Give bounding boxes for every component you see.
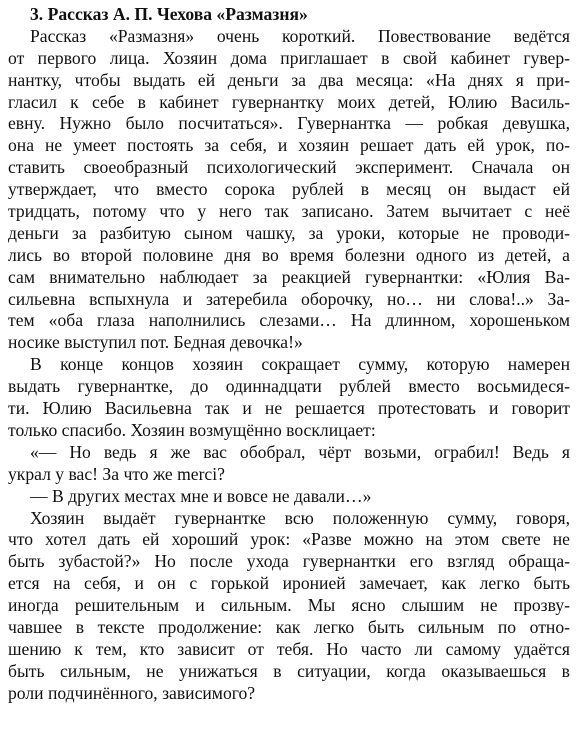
text-line: украл у вас! За что же merci? (8, 463, 225, 484)
text-line: ется на себя, и он с горькой иронией замечает, как легко быть (8, 573, 570, 594)
text-line: сильевна вспыхнула и затеребила оборочку, но… ни слова!..» За- (8, 288, 570, 309)
section-heading: 3. Рассказ А. П. Чехова «Размазня» (30, 4, 308, 24)
text-line: носике выступил пот. Бедная девочка!» (8, 332, 303, 353)
text-line: только спасибо. Хозяин возмущённо восклицает: (8, 419, 376, 440)
text-line: сам внимательно наблюдает за реакцией гувернантки: «Юлия Ва- (8, 266, 570, 287)
text-line: она не умеет постоять за себя, и хозяин решает дать ей урок, по- (8, 135, 570, 156)
text-line: от первого лица. Хозяин дома приглашает в свой кабинет гувер- (8, 47, 570, 68)
text-line: «— Но ведь я же вас обобрал, чёрт возьми, ограбил! Ведь я (30, 441, 570, 462)
text-line: быть сильным, не унижаться в ситуации, когда оказываешься в (8, 660, 570, 681)
text-line: выдать гувернантке, до одиннадцати рублей вместо восьмидеся- (8, 376, 570, 397)
text-line: В конце концов хозяин сокращает сумму, которую намерен (30, 354, 570, 375)
text-line: быть зубастой?» Но после ухода гувернантки его взгляд обраща- (8, 551, 570, 572)
text-line: тем «оба глаза наполнились слезами… На длинном, хорошеньком (8, 310, 570, 331)
text-line: деньги за разбитую сыном чашку, за уроки, которые не проводи- (8, 222, 570, 243)
text-line: чавшее в тексте продолжение: как легко быть сильным по отно- (8, 616, 570, 637)
text-line: евну. Нужно было посчитаться». Гувернантка — робкая девушка, (8, 113, 570, 134)
text-line: иногда решительным и сильным. Мы ясно слышим не прозву- (8, 595, 570, 616)
text-line: ставить своеобразный психологический эксперимент. Сначала он (8, 157, 570, 178)
paragraph-2 (8, 354, 570, 442)
paragraph-1 (8, 26, 570, 354)
text-line: ти. Юлию Васильевна так и не решается протестовать и говорит (8, 398, 570, 419)
text-line: гласил к себе в кабинет гувернантку моих детей, Юлию Василь- (8, 91, 570, 112)
paragraph-5 (8, 508, 570, 705)
text-line: шению к тем, кто зависит от тебя. Но часто ли самому удаётся (8, 638, 570, 659)
text-line: утверждает, что вместо сорока рублей в месяц он выдаст ей (8, 179, 570, 200)
text-line: что хотел дать ей хороший урок: «Разве можно на этом свете не (8, 529, 570, 550)
text-line: — В других местах мне и вовсе не давали…» (30, 485, 372, 506)
text-line: лись во второй половине дня во время болезни одного из детей, а (8, 244, 570, 265)
text-line: роли подчинённого, зависимого? (8, 682, 256, 703)
text-line: тридцать, потому что у него так записано. Затем вычитает с неё (8, 201, 570, 222)
text-line: Хозяин выдаёт гувернантке всю положенную сумму, говоря, (30, 507, 570, 528)
paragraph-3 (8, 442, 570, 486)
paragraph-4 (8, 486, 570, 508)
text-line: Рассказ «Размазня» очень короткий. Повествование ведётся (30, 25, 570, 46)
text-line: нантку, чтобы выдать ей деньги за два месяца: «На днях я при- (8, 69, 570, 90)
